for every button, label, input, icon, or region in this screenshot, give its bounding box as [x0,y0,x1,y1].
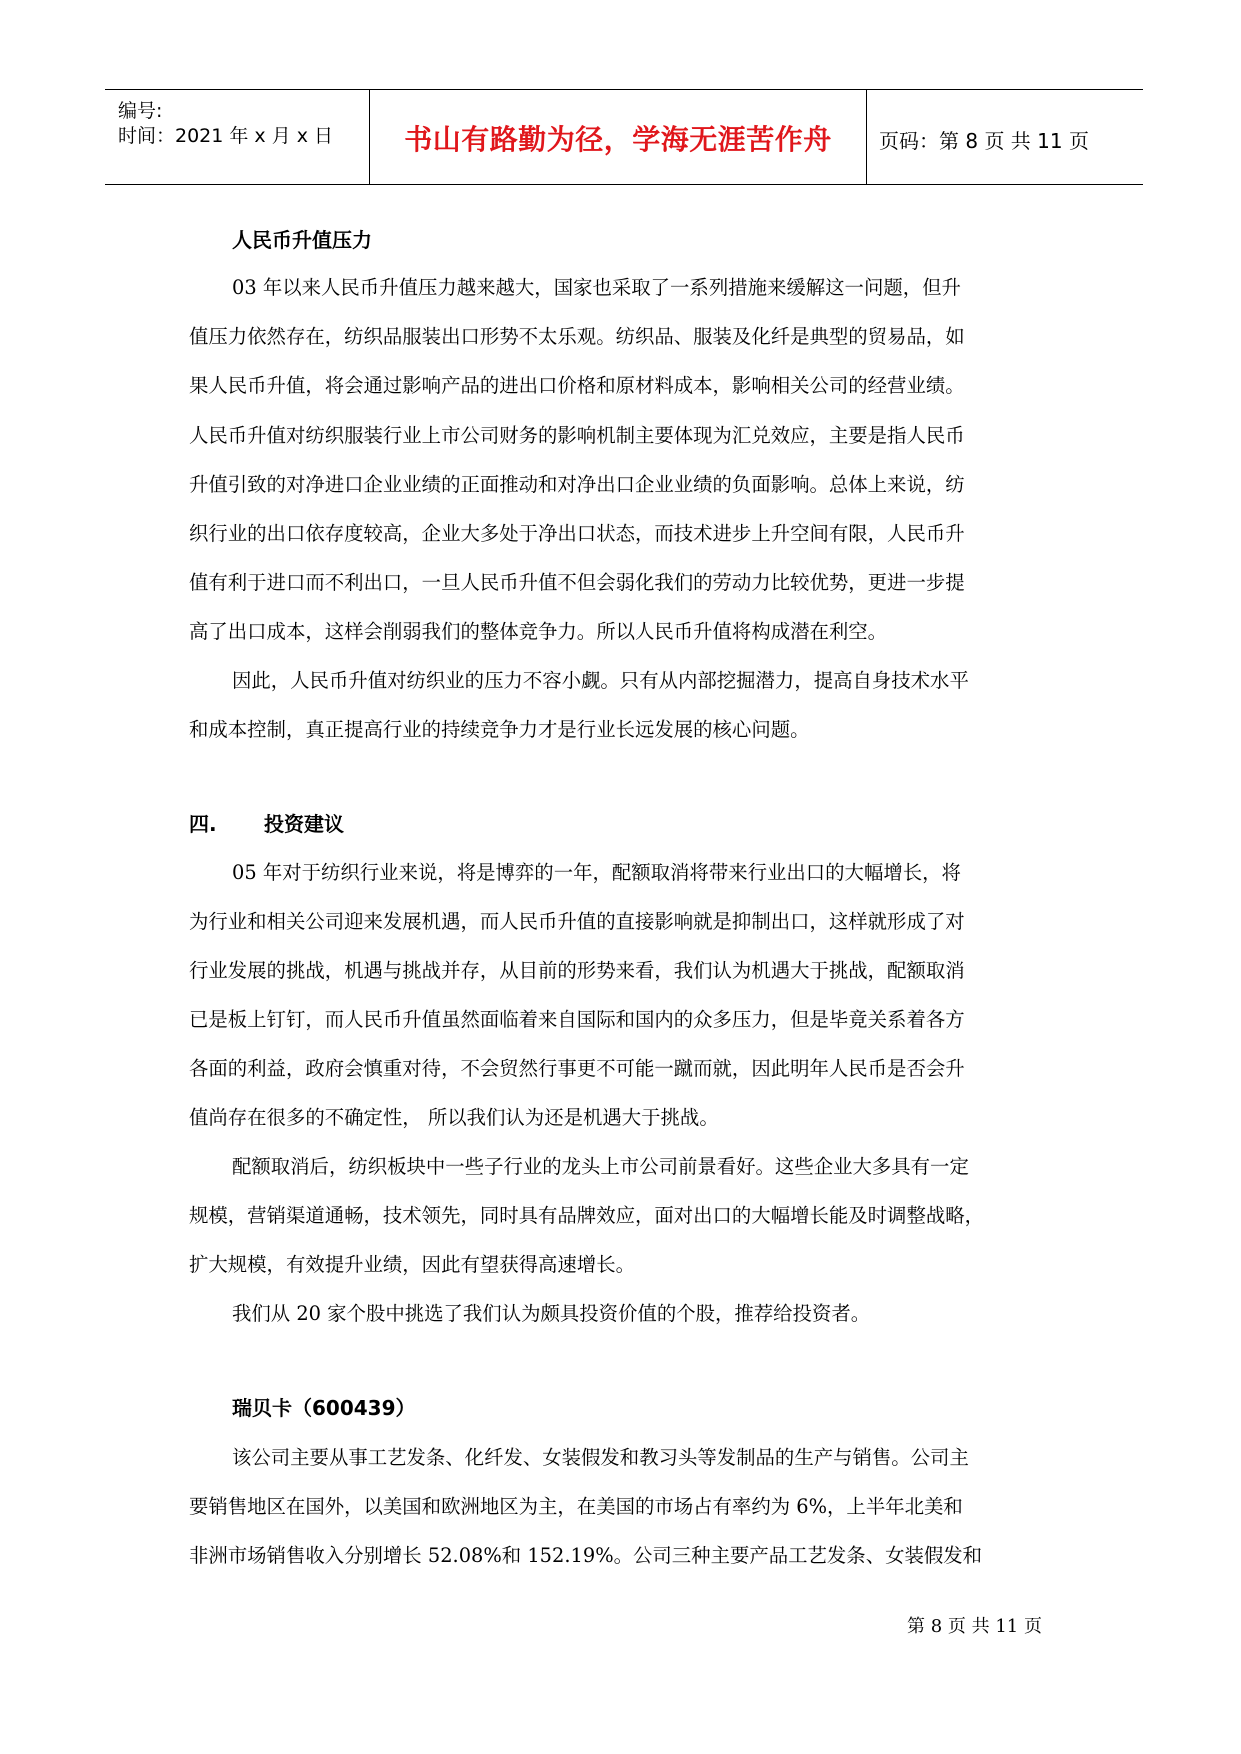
text-line: 高了出口成本，这样会削弱我们的整体竞争力。所以人民币升值将构成潜在利空。 [189,620,888,643]
text-line: 03 年以来人民币升值压力越来越大，国家也采取了一系列措施来缓解这一问题，但升 [232,276,961,299]
section-title-rmb: 人民币升值压力 [232,228,372,252]
text-line: 值压力依然存在，纺织品服装出口形势不太乐观。纺织品、服装及化纤是典型的贸易品，如 [189,325,965,348]
header-meta-cell [105,90,370,184]
text-line: 各面的利益，政府会慎重对待，不会贸然行事更不可能一蹴而就，因此明年人民币是否会升 [189,1057,965,1080]
header-page-cell [867,90,1143,184]
motto-text: 书山有路勤为径，学海无涯苦作舟 [404,123,832,156]
text-line: 升值引致的对净进口企业业绩的正面推动和对净出口企业业绩的负面影响。总体上来说，纺 [189,473,965,496]
text-line: 配额取消后，纺织板块中一些子行业的龙头上市公司前景看好。这些企业大多具有一定 [232,1155,969,1178]
text-line: 扩大规模，有效提升业绩，因此有望获得高速增长。 [189,1253,635,1276]
text-line: 规模，营销渠道通畅，技术领先，同时具有品牌效应，面对出口的大幅增长能及时调整战略， [189,1204,985,1227]
page-header [105,89,1143,185]
text-line: 人民币升值对纺织服装行业上市公司财务的影响机制主要体现为汇兑效应，主要是指人民币 [189,424,965,447]
page-footer: 第 8 页 共 11 页 [907,1616,1042,1637]
text-line: 为行业和相关公司迎来发展机遇，而人民币升值的直接影响就是抑制出口，这样就形成了对 [189,910,965,933]
text-line: 该公司主要从事工艺发条、化纤发、女装假发和教习头等发制品的生产与销售。公司主 [232,1446,969,1469]
text-line: 我们从 20 家个股中挑选了我们认为颇具投资价值的个股，推荐给投资者。 [232,1302,871,1325]
text-line: 已是板上钉钉，而人民币升值虽然面临着来自国际和国内的众多压力，但是毕竟关系着各方 [189,1008,965,1031]
text-line: 要销售地区在国外，以美国和欧洲地区为主，在美国的市场占有率约为 6%，上半年北美和 [189,1495,963,1518]
document-time-label: 时间：2021 年 x 月 x 日 [118,125,334,147]
header-page-info: 页码：第 8 页 共 11 页 [879,129,1089,153]
text-line: 行业发展的挑战，机遇与挑战并存，从目前的形势来看，我们认为机遇大于挑战，配额取消 [189,959,965,982]
text-line: 05 年对于纺织行业来说，将是博弈的一年，配额取消将带来行业出口的大幅增长，将 [232,861,961,884]
text-line: 非洲市场销售收入分别增长 52.08%和 152.19%。公司三种主要产品工艺发条、女装假发和 [189,1544,983,1567]
text-line: 因此，人民币升值对纺织业的压力不容小觑。只有从内部挖掘潜力，提高自身技术水平 [232,669,969,692]
text-line: 和成本控制，真正提高行业的持续竞争力才是行业长远发展的核心问题。 [189,718,810,741]
text-line: 值尚存在很多的不确定性， 所以我们认为还是机遇大于挑战。 [189,1106,719,1129]
header-motto-cell [370,90,867,184]
document-number-label: 编号: [118,100,163,122]
section-number-invest: 四. [189,812,217,836]
text-line: 织行业的出口依存度较高，企业大多处于净出口状态，而技术进步上升空间有限，人民币升 [189,522,965,545]
text-line: 果人民币升值，将会通过影响产品的进出口价格和原材料成本，影响相关公司的经营业绩。 [189,374,965,397]
section-title-invest: 投资建议 [264,812,344,836]
section-title-stock: 瑞贝卡（600439） [232,1396,416,1420]
text-line: 值有利于进口而不利出口，一旦人民币升值不但会弱化我们的劳动力比较优势，更进一步提 [189,571,965,594]
